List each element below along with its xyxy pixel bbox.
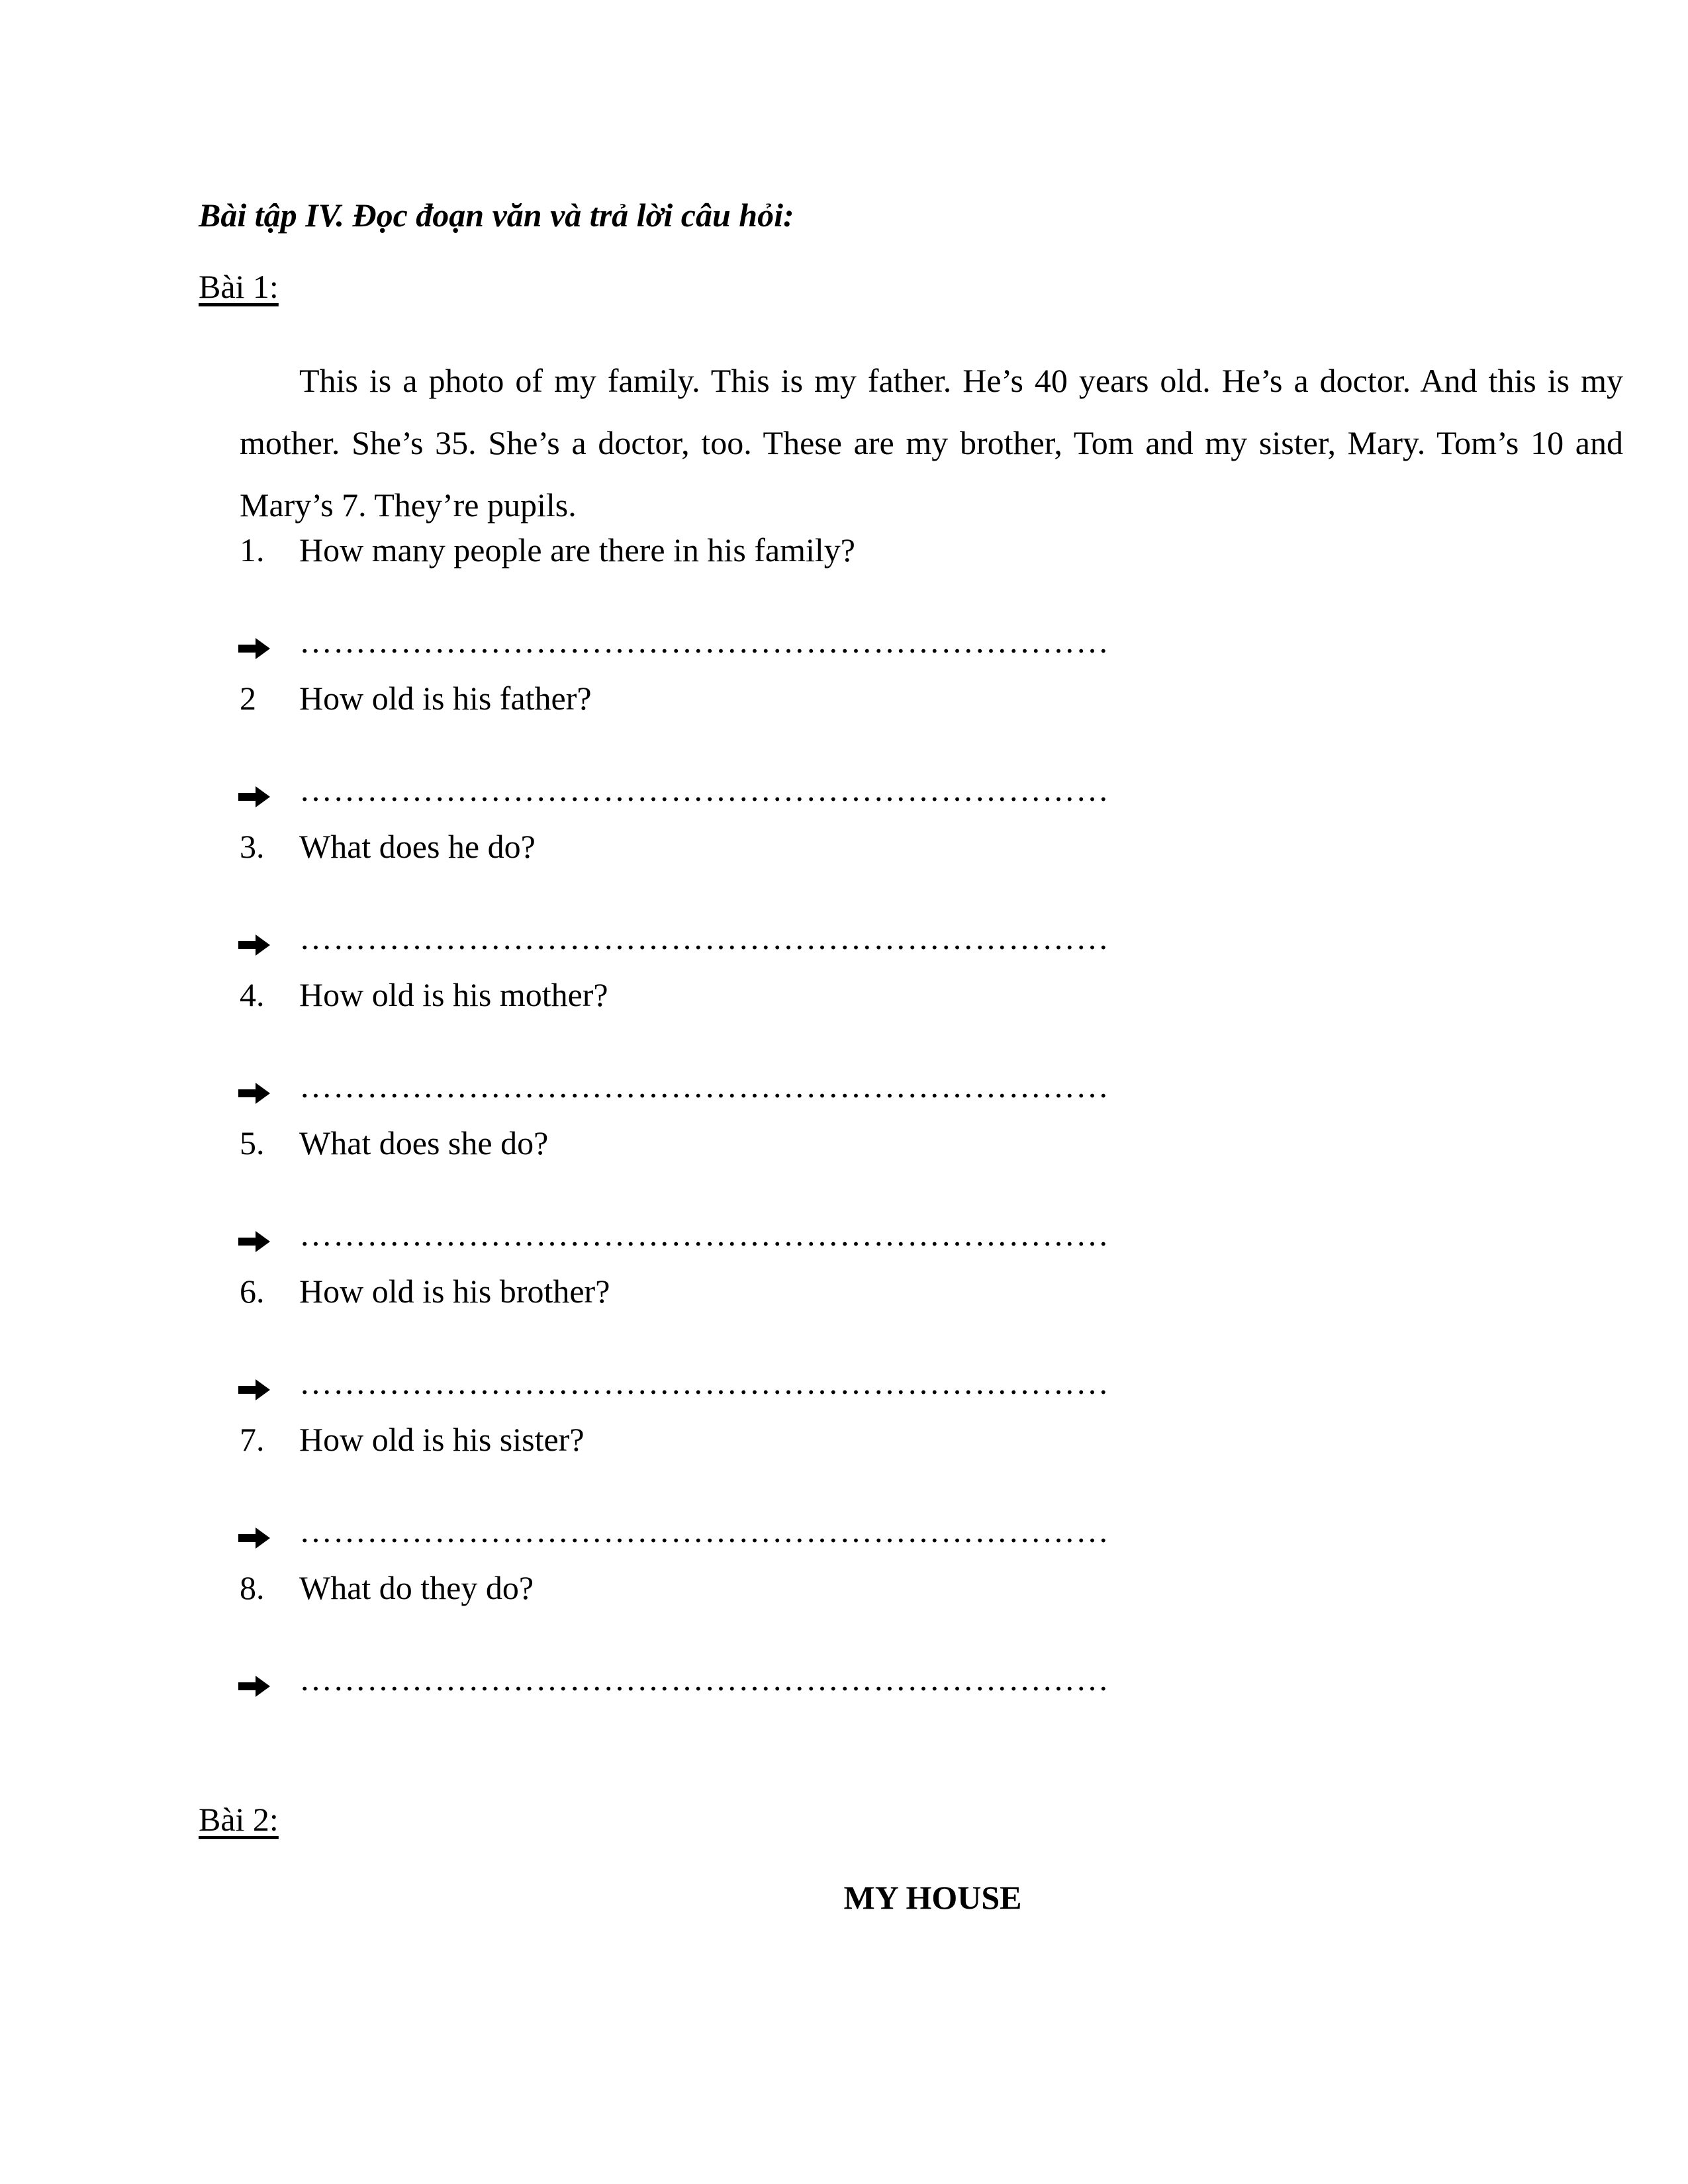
question-text: How old is his mother?	[299, 976, 608, 1013]
exercise-1-label: Bài 1:	[199, 268, 279, 305]
answer-blank[interactable]: ………………………………………………………………	[299, 1216, 1109, 1253]
answer-blank[interactable]: ………………………………………………………………	[299, 1512, 1109, 1549]
exercise-2-label: Bài 2:	[199, 1801, 279, 1838]
question-number: 6.	[240, 1273, 265, 1310]
question-text: What do they do?	[299, 1569, 534, 1606]
question-number: 1.	[240, 531, 265, 569]
question-number: 8.	[240, 1569, 265, 1606]
right-arrow-icon	[236, 1673, 273, 1700]
answer-blank[interactable]: ………………………………………………………………	[299, 623, 1109, 660]
right-arrow-icon	[236, 1525, 273, 1551]
question-text: How many people are there in his family?	[299, 531, 855, 569]
answer-blank[interactable]: ………………………………………………………………	[299, 1661, 1109, 1698]
answer-blank[interactable]: ………………………………………………………………	[299, 919, 1109, 956]
question-text: How old is his sister?	[299, 1421, 585, 1458]
question-text: How old is his brother?	[299, 1273, 610, 1310]
question-number: 7.	[240, 1421, 265, 1458]
right-arrow-icon	[236, 1228, 273, 1255]
exercise-heading: Bài tập IV. Đọc đoạn văn và trả lời câu hỏi:	[199, 197, 794, 234]
question-number: 5.	[240, 1124, 265, 1161]
passage-title: MY HOUSE	[843, 1879, 1022, 1916]
question-text: What does she do?	[299, 1124, 549, 1161]
answer-blank[interactable]: ………………………………………………………………	[299, 771, 1109, 808]
question-number: 2	[240, 680, 256, 717]
question-text: How old is his father?	[299, 680, 592, 717]
right-arrow-icon	[236, 932, 273, 958]
answer-blank[interactable]: ………………………………………………………………	[299, 1364, 1109, 1401]
question-number: 3.	[240, 828, 265, 865]
answer-blank[interactable]: ………………………………………………………………	[299, 1068, 1109, 1105]
right-arrow-icon	[236, 635, 273, 662]
question-number: 4.	[240, 976, 265, 1013]
question-text: What does he do?	[299, 828, 536, 865]
right-arrow-icon	[236, 784, 273, 810]
right-arrow-icon	[236, 1080, 273, 1107]
reading-passage: This is a photo of my family. This is my father. He’s 40 years old. He’s a doctor. And this is my mother. She’s 35. She’s a doctor, too. These are my brother, Tom and my sister, Mary. Tom’s 10 and Mary’s 7. They’re pupils.	[240, 362, 1623, 523]
right-arrow-icon	[236, 1377, 273, 1403]
